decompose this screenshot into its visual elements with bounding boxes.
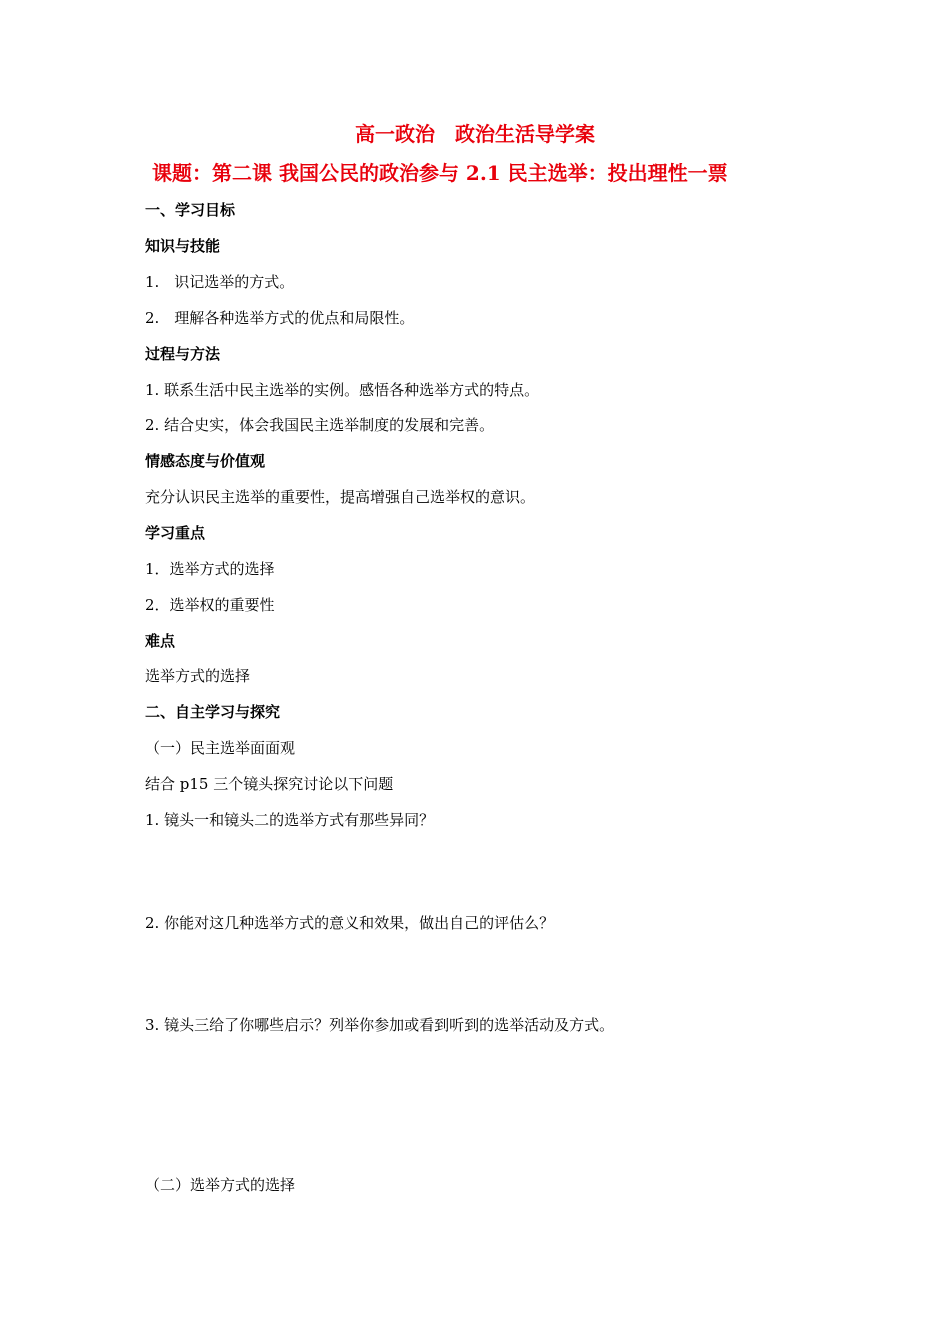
- document-title: 高一政治 政治生活导学案: [355, 122, 595, 146]
- emotion-text: 充分认识民主选举的重要性，提高增强自己选举权的意识。: [145, 488, 536, 506]
- question-item: 2. 你能对这几种选举方式的意义和效果，做出自己的评估么？: [145, 914, 555, 932]
- question-item: 1. 镜头一和镜头二的选举方式有那些异同？: [145, 811, 435, 829]
- difficulty-text: 选举方式的选择: [145, 667, 251, 685]
- process-item: 2. 结合史实，体会我国民主选举制度的发展和完善。: [145, 416, 495, 434]
- subsection-election-methods: （二）选举方式的选择: [145, 1176, 296, 1194]
- subsection-intro: 结合 p15 三个镜头探究讨论以下问题: [145, 775, 394, 793]
- question-item: 3. 镜头三给了你哪些启示？列举你参加或看到听到的选举活动及方式。: [145, 1016, 615, 1034]
- knowledge-item: 2. 理解各种选举方式的优点和局限性。: [145, 309, 415, 327]
- subsection-democratic-elections: （一）民主选举面面观: [145, 739, 296, 757]
- focus-item: 1．选举方式的选择: [145, 560, 275, 578]
- lesson-subtitle: 课题：第二课 我国公民的政治参与 2.1 民主选举：投出理性一票: [152, 161, 728, 185]
- heading-key-points: 学习重点: [145, 524, 206, 542]
- heading-difficulty: 难点: [145, 632, 176, 650]
- process-item: 1. 联系生活中民主选举的实例。感悟各种选举方式的特点。: [145, 381, 540, 399]
- knowledge-item: 1. 识记选举的方式。: [145, 273, 295, 291]
- section-self-study: 二、自主学习与探究: [145, 703, 281, 721]
- heading-emotion-values: 情感态度与价值观: [145, 452, 266, 470]
- focus-item: 2．选举权的重要性: [145, 596, 275, 614]
- heading-process-methods: 过程与方法: [145, 345, 221, 363]
- heading-knowledge-skills: 知识与技能: [145, 237, 221, 255]
- section-learning-objectives: 一、学习目标: [145, 201, 236, 219]
